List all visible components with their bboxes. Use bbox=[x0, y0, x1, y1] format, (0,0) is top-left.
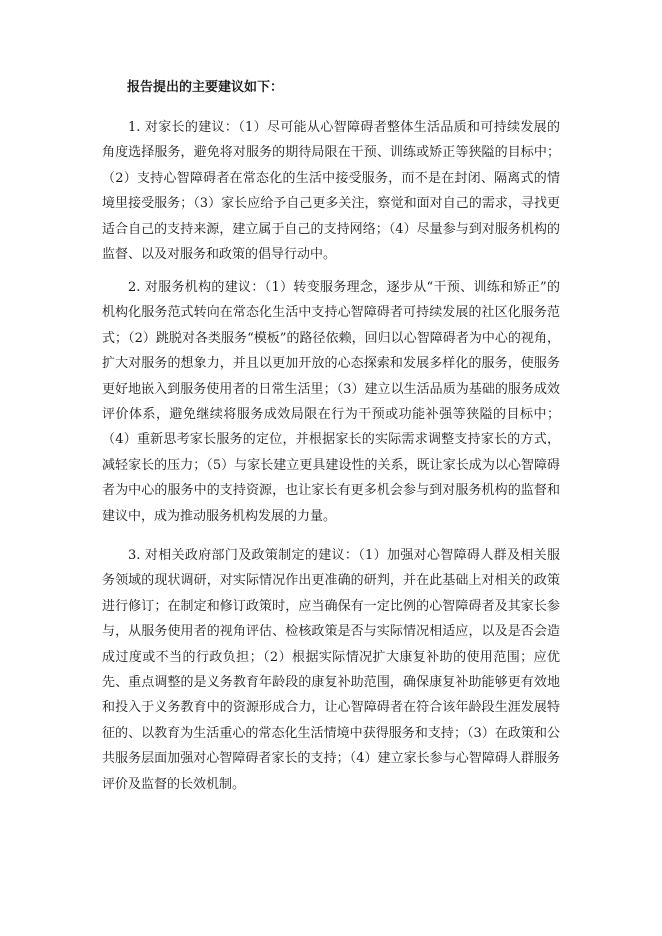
section-heading: 报告提出的主要建议如下： bbox=[127, 80, 284, 95]
recommendation-paragraph-service-agencies: 2. 对服务机构的建议：（1）转变服务理念，逐步从“干预、训练和矫正”的机构化服务范式转向在常态化生活中支持心智障碍者可持续发展的社区化服务范式；（2）跳脱对各类服务“模板”的路径依赖，回归以心智障碍者为中心的视角，扩大对服务的想象力，并且以更加开放的心态探索和发展多样化的服务，使服务更好地嵌入到服务使用者的日常生活里；（3）建立以生活品质为基础的服务成效评价体系，避免继续将服务成效局限在行为干预或功能补强等狭隘的目标中；（4）重新思考家长服务的定位，并根据家长的实际需求调整支持家长的方式，减轻家长的压力；（5）与家长建立更具建设性的关系，既让家长成为以心智障碍者为中心的服务中的支持资源，也让家长有更多机会参与到对服务机构的监督和建议中，成为推动服务机构发展的力量。 bbox=[102, 280, 560, 524]
recommendation-paragraph-government-policy: 3. 对相关政府部门及政策制定的建议：（1）加强对心智障碍人群及相关服务领域的现状调研，对实际情况作出更准确的研判，并在此基础上对相关的政策进行修订；在制定和修订政策时，应当确保有一定比例的心智障碍者及其家长参与，从服务使用者的视角评估、检核政策是否与实际情况相适应，以及是否会造成过度或不当的行政负担；（2）根据实际情况扩大康复补助的使用范围；应优先、重点调整的是义务教育年龄段的康复补助范围，确保康复补助能够更有效地和投入于义务教育中的资源形成合力，让心智障碍者在符合该年龄段生涯发展特征的、以教育为生活重心的常态化生活情境中获得服务和支持；（3）在政策和公共服务层面加强对心智障碍者家长的支持；（4）建立家长参与心智障碍人群服务评价及监督的长效机制。 bbox=[102, 548, 560, 792]
recommendation-paragraph-parents: 1. 对家长的建议：（1）尽可能从心智障碍者整体生活品质和可持续发展的角度选择服务，避免将对服务的期待局限在干预、训练或矫正等狭隘的目标中；（2）支持心智障碍者在常态化的生活中接受服务，而不是在封闭、隔离式的情境里接受服务；（3）家长应给予自己更多关注，察觉和面对自己的需求，寻找更适合自己的支持来源，建立属于自己的支持网络；（4）尽量参与到对服务机构的监督、以及对服务和政策的倡导行动中。 bbox=[102, 120, 560, 263]
